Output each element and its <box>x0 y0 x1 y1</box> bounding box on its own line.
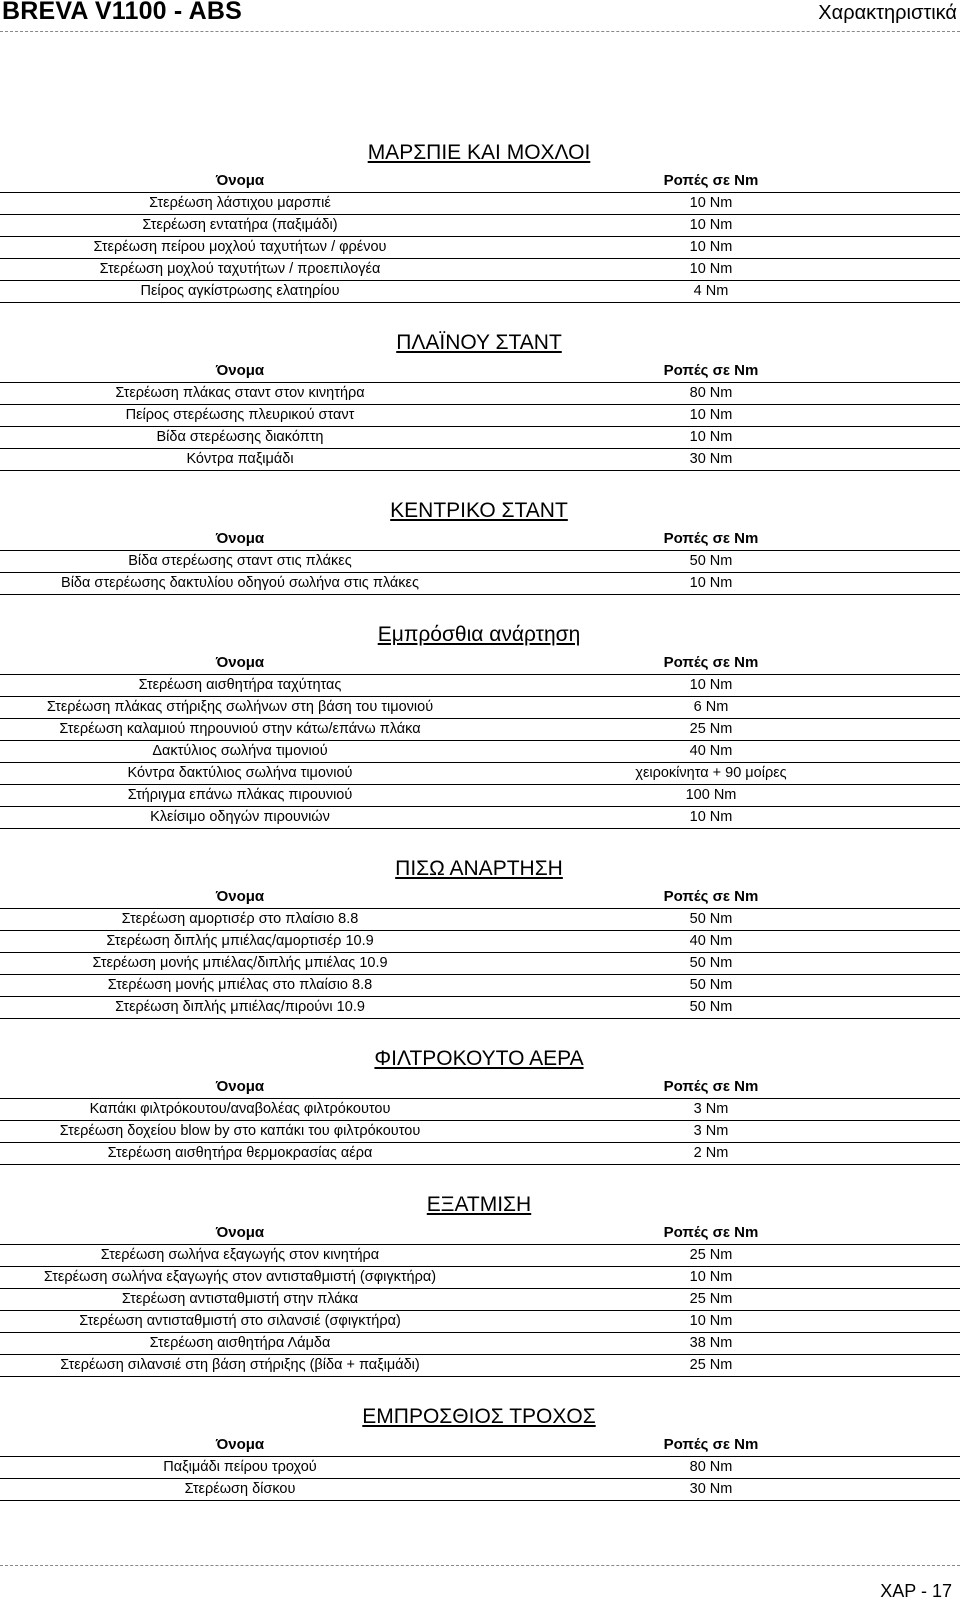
table-header <box>0 169 960 193</box>
table-row <box>0 1355 960 1377</box>
row-name: Στερέωση μονής μπιέλας στο πλαίσιο 8.8 <box>107 977 373 993</box>
row-torque: 100 Nm <box>685 787 737 803</box>
row-name: Βίδα στερέωσης σταντ στις πλάκες <box>128 553 352 569</box>
column-header-name: Όνομα <box>215 1078 265 1095</box>
table-row <box>0 1099 960 1121</box>
row-name: Στερέωση διπλής μπιέλας/αμορτισέρ 10.9 <box>106 933 374 949</box>
section-title <box>0 1043 960 1075</box>
section-title-text: ΠΙΣΩ ΑΝΑΡΤΗΣΗ <box>395 857 563 880</box>
row-name: Παξιμάδι πείρου τροχού <box>163 1459 317 1475</box>
row-name: Στερέωση δίσκου <box>184 1481 296 1497</box>
row-name: Στερέωση πλάκας στήριξης σωλήνων στη βάση του τιμονιού <box>46 699 434 715</box>
row-torque: 25 Nm <box>689 1291 733 1307</box>
table-header <box>0 885 960 909</box>
table-row <box>0 975 960 997</box>
section-table <box>0 1401 960 1501</box>
row-torque: 10 Nm <box>689 261 733 277</box>
section-title <box>0 853 960 885</box>
table-row <box>0 193 960 215</box>
section-title <box>0 137 960 169</box>
row-torque: 10 Nm <box>689 217 733 233</box>
footer-divider <box>0 1565 960 1566</box>
row-torque: 25 Nm <box>689 1357 733 1373</box>
column-header-torque: Ροπές σε Nm <box>663 888 759 905</box>
row-torque: 10 Nm <box>689 407 733 423</box>
section-title-text: ΚΕΝΤΡΙΚΟ ΣΤΑΝΤ <box>390 499 568 522</box>
row-torque: 10 Nm <box>689 429 733 445</box>
row-torque: 10 Nm <box>689 239 733 255</box>
table-row <box>0 1289 960 1311</box>
header-divider <box>0 31 960 32</box>
column-header-torque: Ροπές σε Nm <box>663 530 759 547</box>
section-title <box>0 1401 960 1433</box>
row-name: Πείρος αγκίστρωσης ελατηρίου <box>140 283 340 299</box>
column-header-name: Όνομα <box>215 888 265 905</box>
row-name: Καπάκι φιλτρόκουτου/αναβολέας φιλτρόκουτου <box>89 1101 391 1117</box>
section-table <box>0 495 960 595</box>
table-header <box>0 1433 960 1457</box>
section-title-text: ΕΜΠΡΟΣΘΙΟΣ ΤΡΟΧΟΣ <box>362 1405 596 1428</box>
row-torque: 50 Nm <box>689 553 733 569</box>
table-row <box>0 1267 960 1289</box>
row-name: Στερέωση διπλής μπιέλας/πιρούνι 10.9 <box>115 999 365 1015</box>
table-header <box>0 1075 960 1099</box>
table-row <box>0 763 960 785</box>
row-torque: 10 Nm <box>689 1269 733 1285</box>
section-title <box>0 495 960 527</box>
table-header <box>0 359 960 383</box>
row-name: Δακτύλιος σωλήνα τιμονιού <box>152 743 328 759</box>
row-torque: 10 Nm <box>689 809 733 825</box>
row-name: Στερέωση σωλήνα εξαγωγής στον αντισταθμιστή (σφιγκτήρα) <box>43 1269 437 1285</box>
table-row <box>0 675 960 697</box>
row-name: Κόντρα δακτύλιος σωλήνα τιμονιού <box>127 765 353 781</box>
row-name: Στερέωση δοχείου blow by στο καπάκι του φιλτρόκουτου <box>59 1123 421 1139</box>
table-row <box>0 697 960 719</box>
row-name: Στερέωση αμορτισέρ στο πλαίσιο 8.8 <box>121 911 359 927</box>
table-row <box>0 953 960 975</box>
table-row <box>0 215 960 237</box>
table-row <box>0 909 960 931</box>
column-header-torque: Ροπές σε Nm <box>663 1078 759 1095</box>
row-name: Στερέωση καλαμιού πηρουνιού στην κάτω/επάνω πλάκα <box>59 721 421 737</box>
row-torque: 30 Nm <box>689 451 733 467</box>
row-name: Πείρος στερέωσης πλευρικού σταντ <box>125 407 355 423</box>
table-row <box>0 997 960 1019</box>
row-name: Στερέωση πλάκας σταντ στον κινητήρα <box>115 385 365 401</box>
row-name: Στερέωση αντισταθμιστή στην πλάκα <box>121 1291 359 1307</box>
row-name: Στερέωση σωλήνα εξαγωγής στον κινητήρα <box>100 1247 380 1263</box>
row-name: Στερέωση μονής μπιέλας/διπλής μπιέλας 10.9 <box>92 955 388 971</box>
table-row <box>0 1311 960 1333</box>
model-title: BREVA V1100 - ABS <box>2 0 243 25</box>
row-torque: 80 Nm <box>689 1459 733 1475</box>
row-name: Στήριγμα επάνω πλάκας πιρουνιού <box>127 787 353 803</box>
row-name: Στερέωση αισθητήρα ταχύτητας <box>138 677 342 693</box>
row-name: Στερέωση σιλανσιέ στη βάση στήριξης (βίδα + παξιμάδι) <box>60 1357 420 1373</box>
table-row <box>0 405 960 427</box>
row-torque: 4 Nm <box>693 283 729 299</box>
section-title-text: ΜΑΡΣΠΙΕ ΚΑΙ ΜΟΧΛΟΙ <box>367 141 591 164</box>
table-row <box>0 281 960 303</box>
table-row <box>0 383 960 405</box>
column-header-name: Όνομα <box>215 530 265 547</box>
row-torque: 50 Nm <box>689 911 733 927</box>
row-torque: 10 Nm <box>689 195 733 211</box>
section-title-text: ΦΙΛΤΡΟΚΟΥΤΟ ΑΕΡΑ <box>374 1047 584 1070</box>
row-name: Στερέωση αισθητήρα θερμοκρασίας αέρα <box>107 1145 373 1161</box>
column-header-name: Όνομα <box>215 654 265 671</box>
column-header-name: Όνομα <box>215 1224 265 1241</box>
section-table <box>0 1189 960 1377</box>
column-header-torque: Ροπές σε Nm <box>663 1224 759 1241</box>
section-title <box>0 1189 960 1221</box>
section-table <box>0 853 960 1019</box>
column-header-torque: Ροπές σε Nm <box>663 654 759 671</box>
section-title-text: ΕΞΑΤΜΙΣΗ <box>426 1193 532 1216</box>
row-torque: 40 Nm <box>689 743 733 759</box>
table-row <box>0 807 960 829</box>
row-torque: 25 Nm <box>689 721 733 737</box>
row-name: Βίδα στερέωσης δακτυλίου οδηγού σωλήνα στις πλάκες <box>61 575 419 591</box>
section-title-text: Εμπρόσθια ανάρτηση <box>377 623 581 646</box>
row-torque: 50 Nm <box>689 977 733 993</box>
table-header <box>0 1221 960 1245</box>
row-torque: 6 Nm <box>693 699 729 715</box>
table-row <box>0 551 960 573</box>
table-row <box>0 931 960 953</box>
table-header <box>0 651 960 675</box>
table-row <box>0 449 960 471</box>
row-name: Στερέωση μοχλού ταχυτήτων / προεπιλογέα <box>99 261 381 277</box>
row-torque: 25 Nm <box>689 1247 733 1263</box>
row-torque: 3 Nm <box>693 1101 729 1117</box>
section-table <box>0 619 960 829</box>
row-torque: 80 Nm <box>689 385 733 401</box>
column-header-name: Όνομα <box>215 172 265 189</box>
table-row <box>0 1333 960 1355</box>
table-header <box>0 527 960 551</box>
table-row <box>0 1121 960 1143</box>
section-title <box>0 327 960 359</box>
row-torque: 50 Nm <box>689 955 733 971</box>
row-torque: χειροκίνητα + 90 μοίρες <box>635 765 787 781</box>
row-torque: 2 Nm <box>693 1145 729 1161</box>
row-name: Κλείσιμο οδηγών πιρουνιών <box>150 809 330 825</box>
column-header-name: Όνομα <box>215 362 265 379</box>
table-row <box>0 1479 960 1501</box>
table-row <box>0 785 960 807</box>
column-header-torque: Ροπές σε Nm <box>663 362 759 379</box>
row-torque: 10 Nm <box>689 575 733 591</box>
row-torque: 38 Nm <box>689 1335 733 1351</box>
section-table <box>0 1043 960 1165</box>
column-header-torque: Ροπές σε Nm <box>663 1436 759 1453</box>
row-torque: 3 Nm <box>693 1123 729 1139</box>
section-table <box>0 327 960 471</box>
section-table <box>0 137 960 303</box>
table-row <box>0 259 960 281</box>
page-header <box>0 0 960 24</box>
table-row <box>0 741 960 763</box>
row-name: Στερέωση αντισταθμιστή στο σιλανσιέ (σφιγκτήρα) <box>79 1313 401 1329</box>
row-name: Βίδα στερέωσης διακόπτη <box>156 429 324 445</box>
torque-tables <box>0 137 960 1525</box>
column-header-name: Όνομα <box>215 1436 265 1453</box>
table-row <box>0 427 960 449</box>
row-torque: 10 Nm <box>689 1313 733 1329</box>
chapter-title: Χαρακτηριστικά <box>818 2 957 24</box>
row-name: Στερέωση πείρου μοχλού ταχυτήτων / φρένου <box>93 239 387 255</box>
section-title <box>0 619 960 651</box>
row-name: Κόντρα παξιμάδι <box>186 451 294 467</box>
page-number: ΧΑΡ - 17 <box>880 1581 952 1601</box>
row-torque: 30 Nm <box>689 1481 733 1497</box>
table-row <box>0 237 960 259</box>
column-header-torque: Ροπές σε Nm <box>663 172 759 189</box>
row-name: Στερέωση αισθητήρα Λάμδα <box>149 1335 331 1351</box>
table-row <box>0 719 960 741</box>
table-row <box>0 573 960 595</box>
row-name: Στερέωση λάστιχου μαρσπιέ <box>149 195 331 211</box>
table-row <box>0 1245 960 1267</box>
table-row <box>0 1457 960 1479</box>
row-torque: 10 Nm <box>689 677 733 693</box>
table-row <box>0 1143 960 1165</box>
row-torque: 50 Nm <box>689 999 733 1015</box>
section-title-text: ΠΛΑΪΝΟΥ ΣΤΑΝΤ <box>396 331 562 354</box>
row-torque: 40 Nm <box>689 933 733 949</box>
row-name: Στερέωση εντατήρα (παξιμάδι) <box>142 217 338 233</box>
